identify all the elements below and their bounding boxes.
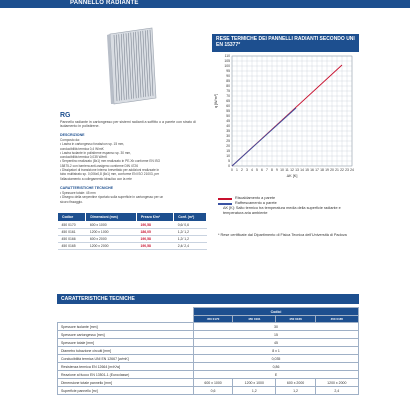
legend-swatch	[218, 198, 232, 200]
features-heading: CARATTERISTICHE TECNICHE	[60, 186, 114, 190]
x-tick-label: 12	[290, 168, 294, 172]
x-tick-label: 4	[251, 168, 253, 172]
y-tick-label: 30	[226, 134, 230, 139]
code-cell: 450 0166	[58, 236, 86, 243]
table-row	[58, 379, 359, 387]
series-line	[232, 108, 296, 166]
y-axis-label: q [W/m²]	[214, 93, 218, 109]
y-tick-label: 70	[226, 94, 230, 99]
description-text: Composto da: • Lastra in cartongesso forata/con sp. 15 mm, conducibilità termica 0,4 W/mK • Lastra isolante in polistirene espanso sp. 30 mm, conducibilità termica 0,035 W/mK • Serpentino realizzato (8x1) mm realizzato in PE-Xb conforme EN ISO 15875-2 con barriera anti-ossigeno conforme DIN 4726 • Dissipatori di transizione interno brevettato per addizioni realizzate in tubo multistrato sp. 0,006x0,8 (6x1) mm, conforme EN ISO 21003, per l'allacciamento a collegamento idraulico con la rete	[60, 138, 161, 181]
x-tick-label: 3	[246, 168, 248, 172]
x-tick-label: 0	[231, 168, 233, 172]
heat-output-chart	[212, 52, 359, 192]
legend-label: Raffrescamento a parete	[235, 201, 277, 205]
table-row	[58, 371, 359, 379]
property-value: 0,6	[194, 387, 233, 395]
column-header: Conf. (m²)	[174, 213, 207, 222]
property-label: Diametro tubazione circuiti [mm]	[58, 347, 194, 355]
table-row	[58, 363, 359, 371]
dimension-cell: 600 x 1000	[86, 222, 137, 229]
y-tick-label: 80	[226, 84, 230, 89]
y-tick-label: 85	[226, 79, 230, 84]
x-tick-label: 2	[241, 168, 243, 172]
y-tick-label: 25	[226, 139, 230, 144]
x-tick-label: 8	[271, 168, 273, 172]
chart-title: RESE TERMICHE DEI PANNELLI RADIANTI SECONDO UNI EN 15377*	[212, 34, 359, 52]
y-tick-label: 50	[226, 114, 230, 119]
property-value: 15	[194, 331, 359, 339]
tech-table-header	[58, 308, 359, 316]
property-value: 2,4	[315, 387, 358, 395]
price-cell: 190,58	[137, 243, 174, 250]
header-bar	[0, 0, 410, 8]
y-tick-label: 110	[224, 54, 230, 59]
table-row	[58, 222, 207, 229]
y-tick-label: 60	[226, 104, 230, 109]
features-text: • Spessore totale: 45 mm • Disegno della serpentine riportato sulla superficie in cartongesso per un sicuro fissaggio.	[60, 191, 164, 204]
y-tick-label: 105	[224, 59, 230, 64]
code-cell: 450 0161	[58, 229, 86, 236]
table-row	[58, 229, 207, 236]
x-tick-label: 22	[340, 168, 344, 172]
x-tick-label: 9	[276, 168, 278, 172]
tech-table	[57, 307, 359, 395]
property-value: 30	[194, 323, 359, 331]
product-table	[57, 212, 207, 250]
x-tick-label: 14	[300, 168, 304, 172]
x-tick-label: 23	[345, 168, 349, 172]
legend-label: Riscaldamento a parete	[235, 196, 276, 200]
description-heading: DESCRIZIONE	[60, 133, 85, 137]
x-tick-label: 20	[330, 168, 334, 172]
y-tick-label: 15	[226, 149, 230, 154]
x-tick-label: 10	[280, 168, 284, 172]
property-label: Spessore totale [mm]	[58, 339, 194, 347]
property-label: Conducibilità termica UNI EN 12667 [w/mK]	[58, 355, 194, 363]
y-tick-label: 95	[226, 69, 230, 74]
property-value: 1,2	[233, 387, 276, 395]
property-label: Dimensione totale pannello [mm]	[58, 379, 194, 387]
dimension-cell: 600 x 2000	[86, 236, 137, 243]
x-tick-label: 15	[305, 168, 309, 172]
product-description: Pannello radiante in cartongesso per sistemi radianti a soffitto o a parete con strato di isolamento in polistirene.	[60, 120, 196, 129]
y-tick-label: 10	[226, 154, 230, 159]
tech-section-title: CARATTERISTICHE TECNICHE	[57, 294, 359, 304]
pack-cell: 1,2/ 1,2	[174, 229, 207, 236]
table-row	[58, 331, 359, 339]
property-value: 600 x 2000	[276, 379, 315, 387]
table-row	[58, 236, 207, 243]
dimension-cell: 1200 x 1000	[86, 229, 137, 236]
x-tick-label: 1	[236, 168, 238, 172]
property-value: 8 x 1	[194, 347, 359, 355]
pack-cell: 0,6/ 0,6	[174, 222, 207, 229]
y-tick-label: 75	[226, 89, 230, 94]
x-tick-label: 5	[256, 168, 258, 172]
property-value: 1200 x 2000	[315, 379, 358, 387]
code-header: 450 0170	[194, 316, 233, 323]
property-value: 0,86	[194, 363, 359, 371]
product-name: RG	[60, 112, 71, 119]
header-title: PANNELLO RADIANTE	[70, 0, 139, 6]
legend-swatch	[218, 203, 232, 205]
x-tick-label: 17	[315, 168, 319, 172]
table-row	[58, 347, 359, 355]
code-header: 450 0161	[233, 316, 276, 323]
y-tick-label: 20	[226, 144, 230, 149]
property-value: 1,2	[276, 387, 315, 395]
x-tick-label: 16	[310, 168, 314, 172]
x-tick-label: 24	[350, 168, 354, 172]
dimension-cell: 1200 x 2000	[86, 243, 137, 250]
code-header: 450 0165	[315, 316, 358, 323]
y-tick-label: 35	[226, 129, 230, 134]
property-value: E	[194, 371, 359, 379]
x-tick-label: 11	[285, 168, 289, 172]
column-header: Dimensioni (mm)	[86, 213, 137, 222]
y-tick-label: 100	[224, 64, 230, 69]
y-tick-label: 40	[226, 124, 230, 129]
property-label: Superficie pannello [m²]	[58, 387, 194, 395]
property-label: Resistenza termica EN 12664 [m²K/w]	[58, 363, 194, 371]
legend-note: ΔK [K]: Salto termico tra temperatura media della superficie radiante e temperatura aria ambiente	[223, 206, 341, 215]
property-label: Reazione al fuoco EN 13501-1 (Euroclasse)	[58, 371, 194, 379]
code-cell: 450 0170	[58, 222, 86, 229]
y-tick-label: 0	[228, 164, 230, 169]
legend-item	[218, 206, 358, 216]
y-tick-label: 55	[226, 109, 230, 114]
y-tick-label: 45	[226, 119, 230, 124]
pack-cell: 2,4/ 2,4	[174, 243, 207, 250]
table-row	[58, 387, 359, 395]
property-value: 45	[194, 339, 359, 347]
pack-cell: 1,2/ 1,2	[174, 236, 207, 243]
y-tick-label: 5	[228, 159, 230, 164]
product-table-header	[58, 213, 207, 222]
property-value: 600 x 1000	[194, 379, 233, 387]
x-axis-label: ΔK [K]	[286, 174, 298, 178]
certification-note: * Rese certificate dal Dipartimento di Fisica Tecnica dell'Università di Padova	[218, 233, 347, 237]
x-tick-label: 21	[335, 168, 339, 172]
property-label: Spessore isolante [mm]	[58, 323, 194, 331]
x-tick-label: 19	[325, 168, 329, 172]
x-tick-label: 13	[295, 168, 299, 172]
table-row	[58, 243, 207, 250]
property-label: Spessore cartongesso [mm]	[58, 331, 194, 339]
price-cell: 190,58	[137, 222, 174, 229]
column-header: Codice	[58, 213, 86, 222]
column-header: Prezzo €/m²	[137, 213, 174, 222]
table-row	[58, 339, 359, 347]
y-tick-label: 90	[226, 74, 230, 79]
codes-header: Codici	[194, 308, 359, 316]
price-cell: 190,58	[137, 236, 174, 243]
table-row	[58, 355, 359, 363]
x-tick-label: 18	[320, 168, 324, 172]
chart-legend	[218, 196, 358, 216]
x-tick-label: 6	[261, 168, 263, 172]
code-cell: 450 0165	[58, 243, 86, 250]
property-value: 1200 x 1000	[233, 379, 276, 387]
table-row	[58, 323, 359, 331]
code-header: 450 0166	[276, 316, 315, 323]
price-cell: 186,05	[137, 229, 174, 236]
property-value: 0,035	[194, 355, 359, 363]
panel-illustration	[104, 26, 160, 106]
y-tick-label: 65	[226, 99, 230, 104]
x-tick-label: 7	[266, 168, 268, 172]
